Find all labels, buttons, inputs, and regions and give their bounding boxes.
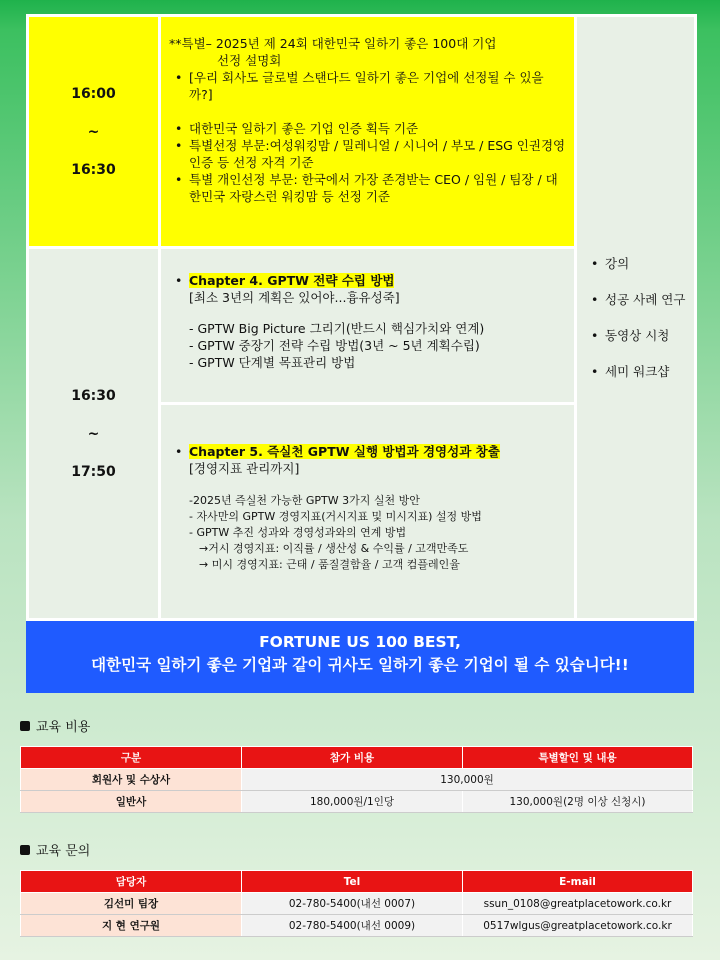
schedule-section [26, 14, 694, 693]
list-item: - 자사만의 GPTW 경영지표(거시지표 및 미시지표) 설정 방법 [189, 510, 482, 523]
promo-banner [26, 621, 694, 693]
chapter5-subtitle: [경영지표 관리까지] [189, 461, 300, 476]
chapter4-title: Chapter 4. GPTW 전략 수립 방법 [189, 273, 395, 288]
email-link[interactable]: 0517wlgus@greatplacetowork.co.kr [463, 915, 693, 937]
list-item: • 대한민국 일하기 좋은 기업 인증 획득 기준 [169, 120, 566, 137]
column-header: Tel [242, 871, 463, 893]
chapter5-items [169, 493, 566, 573]
chapter4-subtitle: [최소 3년의 계획은 있어야...흉유성죽] [189, 290, 400, 305]
time-cell-2 [28, 248, 160, 620]
banner-line-1: FORTUNE US 100 BEST, [259, 633, 461, 651]
list-item: - GPTW 단계별 목표관리 방법 [189, 355, 356, 370]
list-item: -2025년 즉실천 가능한 GPTW 3가지 실천 방안 [189, 494, 420, 507]
bullet-list-1 [169, 69, 566, 205]
column-header: E-mail [463, 871, 693, 893]
column-header: 특별할인 및 내용 [463, 747, 693, 769]
list-item: →거시 경영지표: 이직률 / 생산성 & 수익률 / 고객만족도 [199, 542, 469, 555]
time-end: 16:30 [71, 161, 116, 178]
special-title: **특별– 2025년 제 24회 대한민국 일하기 좋은 100대 기업 [169, 36, 497, 51]
table-row: 일반사 180,000원/1인당 130,000원(2명 이상 신청시) [21, 791, 693, 813]
cost-section-title: 교육 비용 [20, 716, 90, 735]
time-start: 16:00 [71, 85, 116, 102]
method-item: • 동영상 시청 [585, 328, 694, 344]
list-item: - GPTW 중장기 전략 수립 방법(3년 ~ 5년 계획수립) [189, 338, 480, 353]
square-bullet-icon [20, 845, 30, 855]
list-item: - GPTW Big Picture 그리기(반드시 핵심가치와 연계) [189, 321, 485, 336]
list-item: • 특별 개인선정 부문: 한국에서 가장 존경받는 CEO / 임원 / 팀장 / 대한민국 자랑스런 워킹맘 등 선정 기준 [169, 171, 566, 205]
time-end: 17:50 [71, 463, 116, 480]
table-row: 회원사 및 수상사 130,000원 [21, 769, 693, 791]
time-start: 16:30 [71, 387, 116, 404]
list-item: → 미시 경영지표: 근태 / 품질결함율 / 고객 컴플레인율 [199, 558, 460, 571]
special-subtitle: 선정 설명회 [217, 53, 282, 68]
table-row: 김선미 팀장 02-780-5400(내선 0007) ssun_0108@greatplacetowork.co.kr [21, 893, 693, 915]
table-row: 지 현 연구원 02-780-5400(내선 0009) 0517wlgus@greatplacetowork.co.kr [21, 915, 693, 937]
method-list [585, 256, 694, 380]
cost-table [20, 746, 693, 813]
column-header: 담당자 [21, 871, 242, 893]
time-separator: ~ [87, 123, 100, 140]
chapter4-items [169, 320, 566, 371]
list-item: • [우리 회사도 글로벌 스탠다드 일하기 좋은 기업에 선정될 수 있을까?] [169, 69, 566, 103]
banner-line-2: 대한민국 일하기 좋은 기업과 같이 귀사도 일하기 좋은 기업이 될 수 있습니다!! [91, 656, 629, 674]
contact-table [20, 870, 693, 937]
column-header: 구분 [21, 747, 242, 769]
list-item: • 특별선정 부문:여성워킹맘 / 밀레니얼 / 시니어 / 부모 / ESG 인권경영 인증 등 선정 자격 기준 [169, 137, 566, 171]
method-item: • 세미 워크샵 [585, 364, 694, 380]
time-cell-1 [28, 16, 160, 248]
chapter5-title: Chapter 5. 즉실천 GPTW 실행 방법과 경영성과 창출 [189, 444, 500, 459]
square-bullet-icon [20, 721, 30, 731]
method-item: • 성공 사례 연구 [585, 292, 694, 308]
method-item: • 강의 [585, 256, 694, 272]
method-cell [576, 16, 696, 620]
content-cell-1 [160, 16, 576, 248]
schedule-table [26, 14, 697, 621]
list-item: - GPTW 추진 성과와 경영성과와의 연계 방법 [189, 526, 407, 539]
column-header: 참가 비용 [242, 747, 463, 769]
time-separator: ~ [87, 425, 100, 442]
chapter5-cell [160, 404, 576, 620]
contact-section-title: 교육 문의 [20, 840, 90, 859]
chapter4-cell [160, 248, 576, 404]
email-link[interactable]: ssun_0108@greatplacetowork.co.kr [463, 893, 693, 915]
